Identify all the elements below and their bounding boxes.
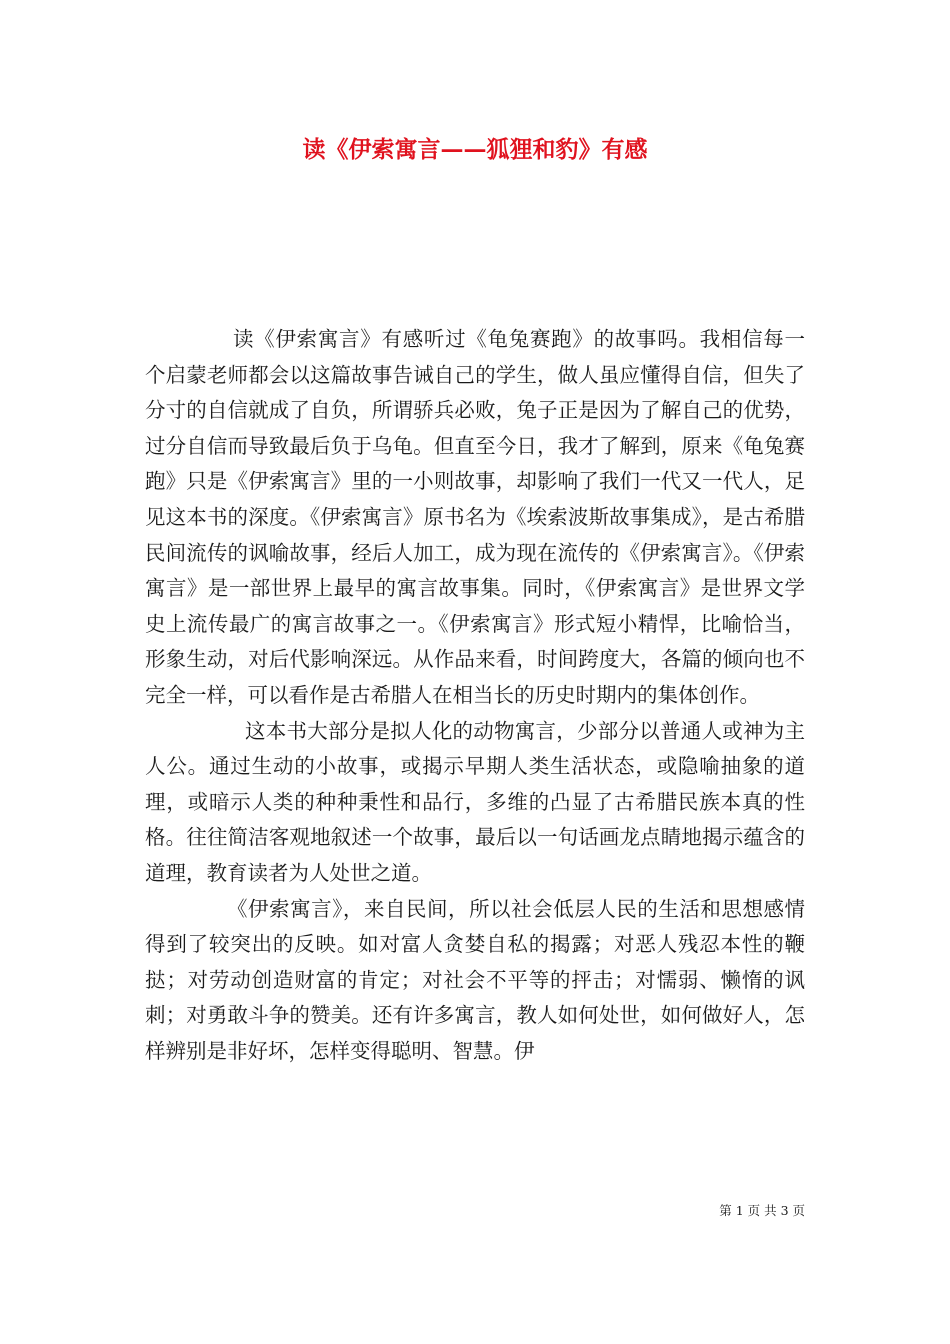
paragraph-1: 读《伊索寓言》有感听过《龟兔赛跑》的故事吗。我相信每一个启蒙老师都会以这篇故事告诫自己的学生，做人虽应懂得自信，但失了分寸的自信就成了自负，所谓骄兵必败，兔子正是因为了解自己的优势，过分自信而导致最后负于乌龟。但直至今日，我才了解到，原来《龟兔赛跑》只是《伊索寓言》里的一小则故事，却影响了我们一代又一代人，足见这本书的深度。《伊索寓言》原书名为《埃索波斯故事集成》，是古希腊民间流传的讽喻故事，经后人加工，成为现在流传的《伊索寓言》。《伊索寓言》是一部世界上最早的寓言故事集。同时，《伊索寓言》是世界文学史上流传最广的寓言故事之一。《伊索寓言》形式短小精悍，比喻恰当，形象生动，对后代影响深远。从作品来看，时间跨度大，各篇的倾向也不完全一样，可以看作是古希腊人在相当长的历史时期内的集体创作。 — [145, 327, 805, 707]
document-title: 读《伊索寓言——狐狸和豹》有感 — [302, 136, 648, 163]
document-body — [145, 322, 805, 1069]
paragraph-3: 《伊索寓言》，来自民间，所以社会低层人民的生活和思想感情得到了较突出的反映。如对富人贪婪自私的揭露；对恶人残忍本性的鞭挞；对劳动创造财富的肯定；对社会不平等的抨击；对懦弱、懒惰的讽刺；对勇敢斗争的赞美。还有许多寓言，教人如何处世，如何做好人，怎样辨别是非好坏，怎样变得聪明、智慧。伊 — [145, 896, 805, 1063]
page-number-footer: 第 1 页 共 3 页 — [719, 1203, 805, 1218]
paragraph-2: 这本书大部分是拟人化的动物寓言，少部分以普通人或神为主人公。通过生动的小故事，或揭示早期人类生活状态，或隐喻抽象的道理，或暗示人类的种种秉性和品行，多维的凸显了古希腊民族本真的性格。往往简洁客观地叙述一个故事，最后以一句话画龙点睛地揭示蕴含的道理，教育读者为人处世之道。 — [145, 718, 805, 885]
